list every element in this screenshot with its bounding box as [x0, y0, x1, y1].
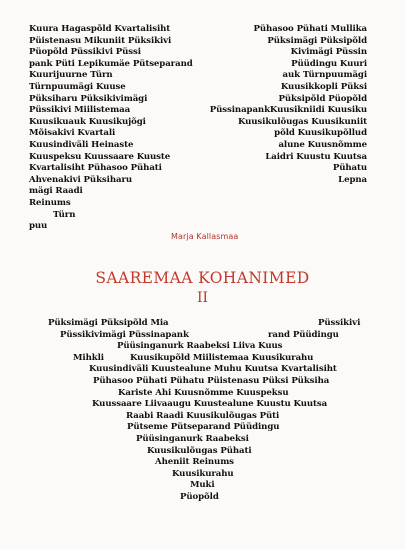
place-name-line: Püopõld Püssikivi Püssi — [29, 47, 141, 58]
place-name-line: Kvartalisiht Pühasoo Pühati — [29, 163, 162, 174]
place-names-left-column — [29, 24, 193, 233]
place-name-text: Püüsinganurk Raabeksi — [136, 433, 249, 444]
place-name-line: Kuusikulõugas Kuusikuniit — [237, 116, 367, 127]
place-name-text: Püopõld — [180, 491, 219, 502]
place-name-row — [0, 376, 405, 388]
place-name-row — [0, 480, 405, 492]
place-name-text: Püssikivi — [318, 318, 361, 328]
place-name-line: Türnpuumägi Kuuse — [29, 81, 126, 92]
place-name-line: Laidri Kuustu Kuutsa — [265, 151, 367, 162]
place-name-line: Ahvenakivi Püksiharu — [29, 174, 133, 185]
place-name-line: Pühasoo Pühati Mullika — [253, 24, 367, 34]
place-name-text: Kuussaare Liivaaugu Kuustealune Kuustu Kuutsa — [92, 399, 328, 410]
place-name-text: rand Püüdingu — [268, 329, 339, 340]
volume-number: II — [196, 290, 209, 306]
author-name: Marja Kallasmaa — [171, 232, 239, 241]
place-name-row — [0, 364, 405, 376]
place-name-line: Kuuspeksu Kuussaare Kuuste — [29, 151, 171, 162]
place-name-row — [0, 318, 405, 330]
place-names-right-column — [210, 24, 367, 186]
place-name-row — [0, 330, 405, 342]
place-name-row — [0, 457, 405, 469]
place-name-line: Reinums — [29, 197, 71, 208]
place-name-row — [0, 388, 405, 400]
place-name-text: Püssikivimägi Püssinapank — [60, 329, 189, 340]
place-name-row — [0, 434, 405, 446]
place-name-text: Muki — [190, 480, 215, 491]
place-name-text: Kuusindiväli Kuustealune Muhu Kuutsa Kvartalisiht — [89, 364, 337, 375]
book-title: SAAREMAA KOHANIMED — [95, 269, 310, 287]
place-name-row — [0, 469, 405, 481]
place-name-text: Püksimägi Püksipõld Mia — [48, 318, 169, 328]
place-name-row — [0, 341, 405, 353]
place-name-line: Lepna — [338, 174, 367, 185]
place-name-row — [0, 446, 405, 458]
place-name-line: Kuusikuauk Kuusikujõgi — [29, 116, 146, 127]
place-names-bottom-block — [0, 318, 405, 504]
place-name-line: põld Kuusikupõllud — [274, 128, 367, 139]
place-name-line: Kuura Hagaspõld Kvartalisiht — [29, 24, 171, 34]
place-name-line: Püüdingu Kuuri — [291, 58, 367, 69]
place-name-text: Kuusikulõugas Pühati — [147, 445, 252, 456]
place-name-line: Püssikivi Miilistemaa — [29, 105, 131, 116]
place-name-row — [0, 353, 405, 365]
place-name-row — [0, 411, 405, 423]
place-name-line: Püistenasu Mikuniit Püksikivi — [29, 35, 172, 46]
place-name-line: Püksipõld Püopõld — [278, 93, 367, 104]
place-name-line: Kuusindiväli Heinaste — [29, 139, 134, 150]
place-name-line: Püksimägi Püksipõld — [267, 35, 367, 46]
place-name-text: Aheniit Reinums — [155, 457, 234, 468]
place-name-text: Kuusikurahu — [172, 468, 234, 479]
place-name-line: puu — [29, 221, 48, 232]
place-name-line: mägi Raadi — [29, 186, 83, 197]
place-name-line: Kuusikkopli Püksi — [280, 81, 367, 92]
place-name-line: Kivimägi Püssin — [290, 47, 367, 58]
place-name-line: alune Kuusnõmme — [278, 139, 367, 150]
place-name-text: Raabi Raadi Kuusikulõugas Püti — [126, 410, 280, 421]
place-name-text: Mihkli — [73, 352, 104, 363]
place-name-row — [0, 422, 405, 434]
place-name-text: Pütseme Pütseparand Püüdingu — [127, 422, 280, 433]
place-name-line: auk Türnpuumägi — [282, 70, 367, 81]
place-name-line: Pühatu — [332, 163, 367, 174]
place-name-text: Kuusikupõld Miilistemaa Kuusikurahu — [130, 352, 314, 363]
place-name-line: Kuurijuurne Türn — [29, 70, 113, 81]
place-name-line: Püksiharu Püksikivimägi — [29, 93, 148, 104]
place-name-line: pank Püti Lepikumäe Pütseparand — [29, 58, 193, 69]
place-name-line: Türn — [53, 209, 76, 220]
place-name-row — [0, 399, 405, 411]
place-name-line: PüssinapankKuusikniidi Kuusiku — [209, 105, 367, 116]
place-name-line: Mõisakivi Kvartali — [29, 128, 116, 139]
place-name-text: Kariste Ahi Kuusnõmme Kuuspeksu — [118, 387, 289, 398]
place-name-row — [0, 492, 405, 504]
place-name-text: Püüsinganurk Raabeksi Liiva Kuus — [117, 341, 283, 352]
place-name-text: Pühasoo Pühati Pühatu Püistenasu Püksi Püksiha — [93, 375, 330, 386]
